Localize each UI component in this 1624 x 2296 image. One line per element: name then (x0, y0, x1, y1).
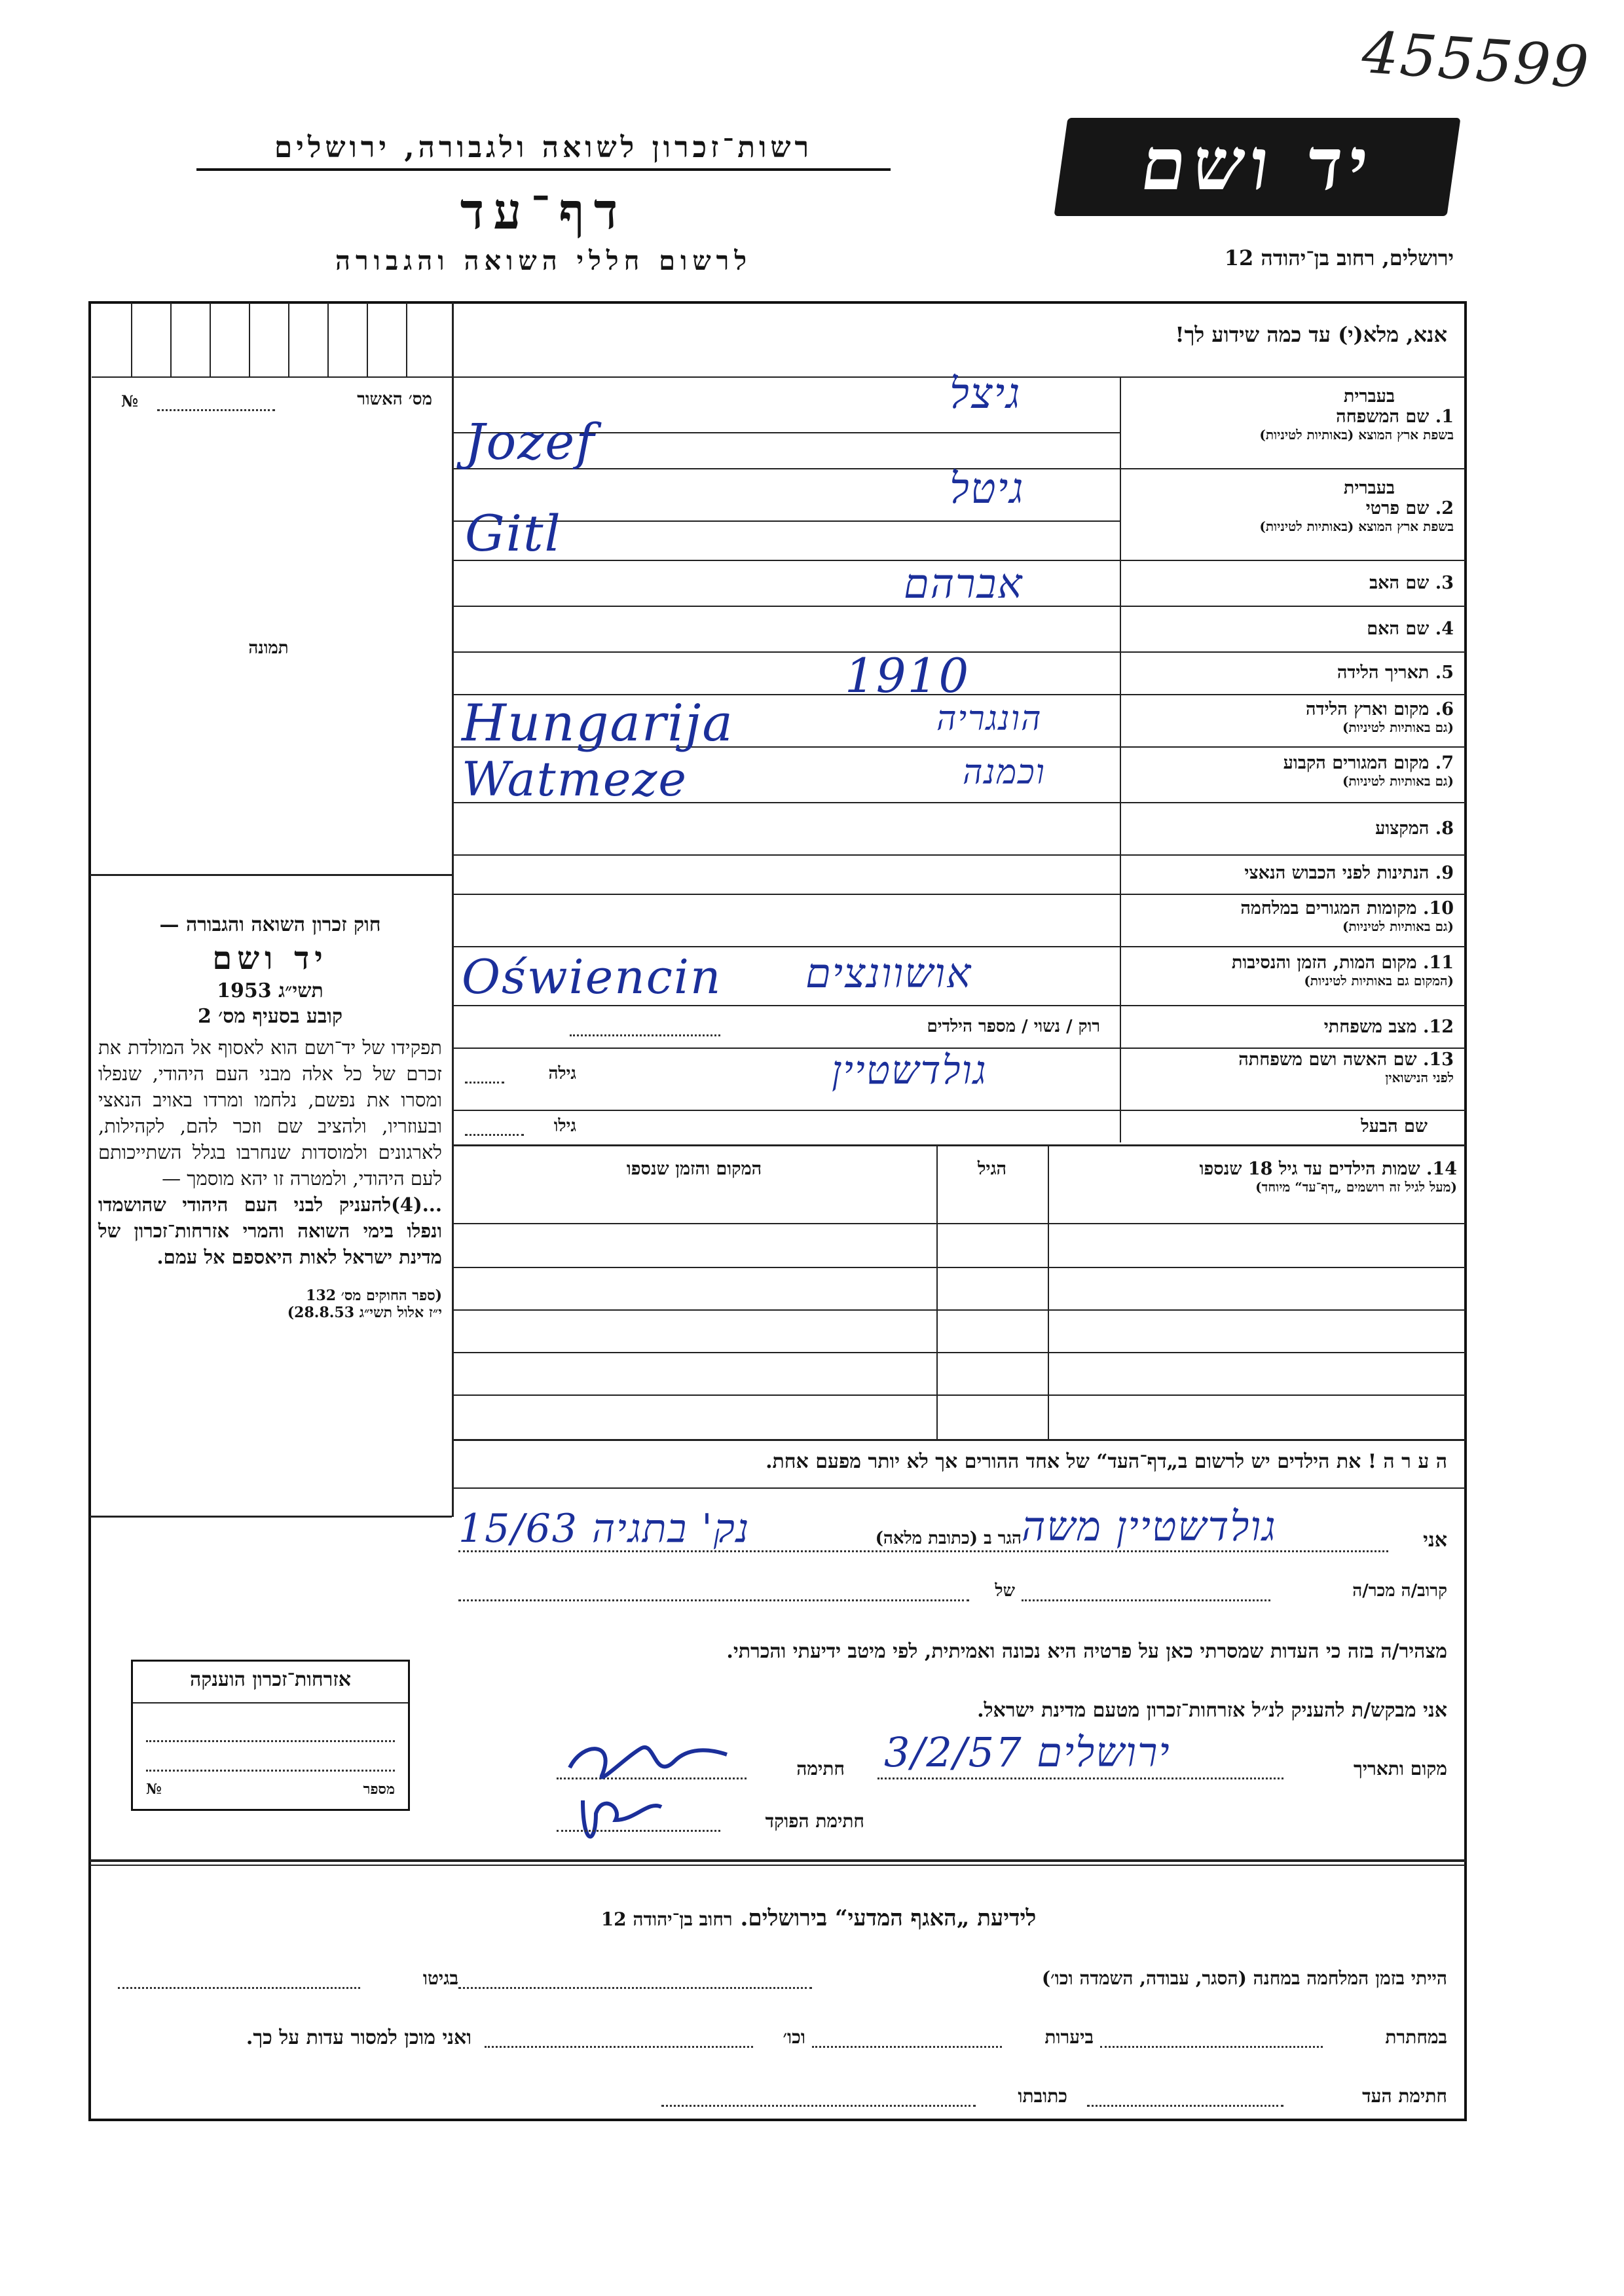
field-2-value-he[interactable]: גיטל (950, 465, 1025, 513)
declarant-resides-text: הגר ב (984, 1529, 1022, 1548)
field-11-name: מקום המות, הזמן והנסיבות (1231, 953, 1417, 973)
footer-forests-field[interactable] (812, 2046, 1002, 2048)
field-6-name: מקום וארץ הלידה (1306, 699, 1430, 720)
field-2-lang: בעברית (1343, 478, 1395, 498)
place-date-value[interactable]: ירושלים 3/2/57 (884, 1728, 1171, 1776)
yad-vashem-logo (1054, 118, 1460, 216)
photo-label: תמונה (248, 638, 289, 658)
citizenship-number-label: מספר (363, 1781, 395, 1798)
field-7-name: מקום המגורים הקבוע (1283, 753, 1430, 773)
footer-address-field[interactable] (661, 2105, 976, 2107)
of-line[interactable] (458, 1599, 969, 1601)
field-12-num: 12. (1423, 1017, 1454, 1037)
relation-line[interactable] (1022, 1599, 1270, 1601)
field-4-num: 4. (1435, 619, 1454, 639)
label-column-divider (1120, 376, 1121, 1142)
footer-etc-field[interactable] (485, 2046, 753, 2048)
field-8-num: 8. (1435, 818, 1454, 839)
field-3-label (1126, 573, 1454, 593)
law-clause: קובע בסעיף מס׳ 2 (197, 1005, 343, 1028)
logo-text: יד ושם (1135, 122, 1380, 206)
place-date-line (877, 1777, 1283, 1779)
children-sub: (מעל לגיל זה רושמים „דף־עד“ מיוחד) (1255, 1179, 1457, 1195)
approval-line[interactable] (157, 409, 275, 411)
declarant-resides (786, 1529, 1022, 1548)
field-5-label (1126, 663, 1454, 683)
header-address: ירושלים, רחוב בן־יהודה 12 (1224, 246, 1454, 270)
field-7-sub: (גם באותיות לטיניות) (1342, 773, 1454, 789)
field-7-num: 7. (1435, 753, 1454, 773)
children-row-4 (452, 1394, 1466, 1396)
declaration-text: מצהיר/ה בזה כי העדות שמסרתי כאן על פרטיה היא נכונה ואמיתית, לפי מיטב ידיעתי והכרתי. (726, 1640, 1447, 1663)
form-title: דף־עד (460, 182, 627, 240)
footer-title-text: לידיעת „האגף המדעי“ בירושלים. (740, 1905, 1037, 1931)
field-13-sub: לפני הנישואין (1385, 1070, 1454, 1085)
law-top-line (90, 874, 452, 876)
field-6-sub: (גם באותיות לטיניות) (1342, 720, 1454, 735)
field-10-sub: (גם באותיות לטיניות) (1342, 919, 1454, 934)
row-line-13 (452, 1110, 1466, 1111)
law-title: חוק זכרון השואה והגבורה — (159, 913, 381, 936)
footer-forests: ביערות (1044, 2026, 1094, 2048)
signature-label: חתימה (796, 1758, 845, 1779)
declarant-name[interactable]: גולדשטיין משה (1022, 1503, 1277, 1550)
footer-divider (90, 1859, 1466, 1862)
field-9-label (1126, 863, 1454, 883)
field-13-value[interactable]: גולדשטיין (832, 1048, 987, 1093)
children-label (1054, 1159, 1457, 1195)
field-13-label (1126, 1049, 1454, 1086)
field-5-value[interactable]: 1910 (845, 648, 970, 703)
request-text: אני מבקש/ת להעניק לנ״ל אזרחות־זכרון מטעם מדינת ישראל. (977, 1699, 1447, 1722)
children-name: שמות הילדים עד גיל 18 שנספו (1199, 1159, 1420, 1179)
field-6-num: 6. (1435, 699, 1454, 720)
signature-mark (557, 1715, 753, 1859)
footer-underground: במחתרת (1385, 2026, 1447, 2048)
officer-line[interactable] (557, 1830, 720, 1832)
field-2-value-latin[interactable]: Gitl (465, 504, 562, 562)
field-3-num: 3. (1435, 573, 1454, 593)
field-1-name: שם המשפחה (1336, 407, 1430, 427)
declarant-of: של (995, 1581, 1015, 1601)
field-7-value-latin[interactable]: Watmeze (462, 752, 688, 807)
children-age-header: הגיל (977, 1159, 1007, 1179)
officer-label: חתימת הפוקד (765, 1810, 864, 1832)
children-row-1 (452, 1267, 1466, 1268)
place-date-label: מקום ותאריך (1353, 1758, 1447, 1779)
law-year: 1953 (217, 979, 272, 1002)
children-place-header: המקום והזמן שנספו (626, 1159, 762, 1179)
row-line-14 (452, 1144, 1466, 1146)
field-4-name: שם האם (1367, 619, 1430, 639)
law-name: יד ושם (212, 940, 328, 977)
field-2-name: שם פרטי (1365, 498, 1430, 519)
law-source-2: י״ז אלול תשי״ג 28.8.53) (287, 1304, 442, 1321)
law-source: (ספר החוקים מס׳ 132 (306, 1287, 442, 1304)
children-row-2 (452, 1309, 1466, 1311)
left-column-divider (452, 302, 454, 1517)
field-7-label (1126, 753, 1454, 790)
field-13-age-line[interactable] (465, 1082, 504, 1084)
field-10-label (1126, 898, 1454, 935)
law-year-he: תשי״ג (278, 979, 323, 1002)
footer-etc: וכו׳ (783, 2026, 805, 2048)
approval-label: מס׳ האשור (357, 390, 432, 409)
field-4-label (1126, 619, 1454, 639)
declarant-address[interactable]: נק' בתגיה 15/63 (458, 1506, 750, 1552)
field-10-name: מקומות המגורים במלחמה (1240, 898, 1417, 919)
husband-age-line[interactable] (465, 1134, 524, 1136)
code-boxes (92, 302, 452, 378)
field-6-label (1126, 699, 1454, 736)
children-row-3 (452, 1352, 1466, 1353)
row-line-11 (452, 1005, 1466, 1006)
citizenship-box (131, 1660, 410, 1811)
field-6-value-latin[interactable]: Hungarija (462, 694, 734, 753)
husband-label: שם הבעל (1361, 1116, 1428, 1137)
field-11-sub: (המקום גם באותיות לטיניות) (1304, 973, 1454, 989)
authority-title: רשות־זכרון לשואה ולגבורה, ירושלים (196, 131, 891, 171)
husband-age-label: גילו (553, 1116, 576, 1136)
approval-no-sign: № (121, 392, 139, 410)
field-1-lang: בעברית (1343, 386, 1395, 407)
footer-address-label: כתובתו (1018, 2085, 1067, 2107)
footer-address: רחוב בן־יהודה 12 (600, 1908, 733, 1930)
field-13-age-label: גילה (548, 1064, 576, 1084)
field-13-num: 13. (1423, 1049, 1454, 1070)
field-2-num: 2. (1435, 498, 1454, 519)
note-text: ה ע ר ה ! את הילדים יש לרשום ב„דף־העד“ של אחד ההורים אך לא יותר מפעם אחת. (766, 1450, 1447, 1473)
footer-underground-field[interactable] (1100, 2046, 1323, 2048)
field-6-value-he[interactable]: הונגריה (936, 699, 1043, 738)
note-line (452, 1487, 1466, 1489)
field-11-value-he[interactable]: אושוונצים (805, 949, 972, 997)
field-9-num: 9. (1435, 863, 1454, 883)
field-5-name: תאריך הלידה (1337, 663, 1430, 683)
field-12-children-line[interactable] (570, 1034, 720, 1036)
field-11-num: 11. (1423, 953, 1454, 973)
declarant-line (458, 1550, 1388, 1552)
field-11-value-latin[interactable]: Oświencin (462, 949, 722, 1004)
field-13-name: שם האשה ושם משפחתה (1238, 1049, 1417, 1070)
footer-title (458, 1905, 1179, 1931)
field-1-sub: בשפת ארץ המוצא (באותיות לטיניות) (1259, 427, 1454, 443)
row-line-10 (452, 946, 1466, 947)
footer-ready: ואני מוכן למסור עדות על כך. (246, 2026, 471, 2049)
field-9-name: הנתינות לפני הכבוש הנאצי (1244, 863, 1430, 883)
law-block (98, 913, 442, 1321)
form-subtitle: לרשום חללי השואה והגבורה (335, 246, 752, 276)
children-header-line (452, 1223, 1466, 1224)
law-text: תפקידו של יד־ושם הוא לאסוף אל המולדת את זכרם של כל אלה מבני העם היהודי, שנפלו ומסרו את נפשם, נלחמו ומרדו באויב הנאצי ובעוזריו, ולהציב שם וזכר להם, לקהילות, לארגונים ולמוסדות שנחרבו בגלל השתייכותם לעם היהודי, ולמטרה זו יהא מוסמך — (98, 1036, 442, 1190)
field-11-label (1126, 953, 1454, 989)
footer-divider-2 (90, 1865, 1466, 1866)
declarant-ani: אני (1423, 1529, 1447, 1552)
field-8-name: המקצוע (1375, 818, 1430, 839)
field-1-value-he[interactable]: גיצל (950, 370, 1022, 418)
law-bottom-line (90, 1516, 452, 1518)
field-1-value-latin[interactable]: Jozef (465, 412, 596, 471)
field-12-name: מצב משפחתי (1323, 1017, 1417, 1037)
footer-ghetto: בגיטו (422, 1967, 458, 1989)
field-2-sub: בשפת ארץ המוצא (באותיות לטיניות) (1259, 519, 1454, 534)
footer-witness-sig: חתימת העד (1362, 2085, 1447, 2107)
field-3-name: שם האב (1369, 573, 1430, 593)
field-7-value-he[interactable]: וכמנה (963, 753, 1046, 792)
instruction-text: אנא, מלא(י) עד כמה שידוע לך! (1175, 322, 1447, 347)
citizenship-no-sign: № (146, 1781, 162, 1798)
footer-line-1: הייתי בזמן המלחמה במחנה (הסגר, עבודה, השמדה וכו׳) (1041, 1967, 1447, 1989)
field-3-value[interactable]: אברהם (904, 560, 1024, 608)
document-number: 455599 (1359, 18, 1593, 102)
field-5-num: 5. (1435, 663, 1454, 683)
law-text-2: ...(4)להעניק לבני העם היהודי שהושמדו ונפלו בימי השואה והמרי אזרחות־זכרון של מדינת ישראל לאות היאספם אל עמם. (98, 1194, 442, 1268)
footer-ghetto-field[interactable] (118, 1987, 360, 1989)
citizenship-title: אזרחות־זכרון הוענקה (189, 1668, 352, 1691)
field-2-label (1126, 478, 1454, 535)
children-row-5 (452, 1439, 1466, 1441)
field-8-label (1126, 818, 1454, 839)
declarant-address-label: (כתובת מלאה) (875, 1529, 978, 1548)
row-line-9 (452, 894, 1466, 895)
children-num: 14. (1426, 1159, 1457, 1179)
footer-line-1-field[interactable] (458, 1987, 812, 1989)
row-line-8 (452, 854, 1466, 856)
field-1-label (1126, 386, 1454, 443)
field-12-marital[interactable]: רוק / נשוי / מספר הילדים (927, 1017, 1100, 1036)
field-1-num: 1. (1435, 407, 1454, 427)
field-12-label (1126, 1017, 1454, 1037)
footer-witness-sig-field[interactable] (1087, 2105, 1283, 2107)
declarant-relation: קרוב/ה מכר/ה (1352, 1581, 1447, 1601)
field-10-num: 10. (1423, 898, 1454, 919)
